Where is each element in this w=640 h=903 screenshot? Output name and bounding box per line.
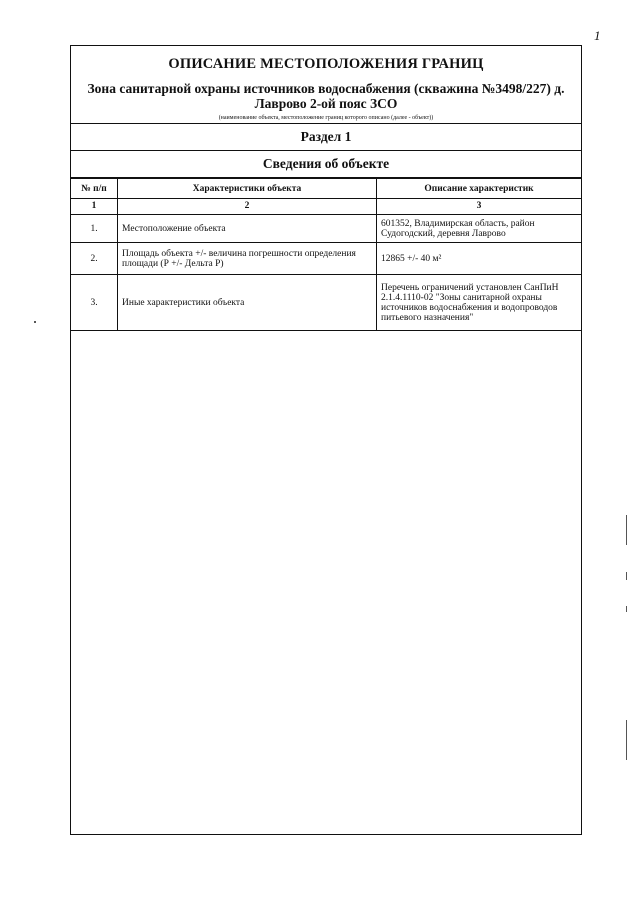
scan-dot	[34, 321, 36, 323]
scan-edge-mark	[626, 720, 627, 760]
column-header-description: Описание характеристик	[377, 179, 582, 199]
section-title: Раздел 1	[71, 124, 581, 151]
section-heading: Сведения об объекте	[71, 151, 581, 178]
column-number: 2	[118, 199, 377, 215]
column-header-number: № п/п	[71, 179, 118, 199]
row-number: 1.	[71, 215, 118, 243]
row-number: 3.	[71, 275, 118, 331]
document-title: ОПИСАНИЕ МЕСТОПОЛОЖЕНИЯ ГРАНИЦ	[168, 56, 484, 72]
column-number-row	[71, 199, 581, 215]
document-header	[71, 46, 581, 124]
row-description: 12865 +/- 40 м²	[377, 243, 582, 275]
row-characteristic: Местоположение объекта	[118, 215, 377, 243]
table-row	[71, 215, 581, 243]
scan-edge-mark	[626, 515, 627, 545]
object-name-caption: (наименование объекта, местоположение границ которого описано (далее - объект))	[218, 115, 434, 121]
page-number: 1	[594, 28, 601, 43]
object-properties-table	[71, 178, 581, 331]
object-name	[75, 81, 577, 111]
scan-edge-mark	[626, 572, 627, 580]
row-characteristic: Иные характеристики объекта	[118, 275, 377, 331]
scan-edge-mark	[626, 606, 627, 612]
table-header-row	[71, 179, 581, 199]
column-header-characteristic: Характеристики объекта	[118, 179, 377, 199]
row-characteristic: Площадь объекта +/- величина погрешности определения площади (Р +/- Дельта Р)	[118, 243, 377, 275]
row-description: 601352, Владимирская область, район Судогодский, деревня Лаврово	[377, 215, 582, 243]
row-number: 2.	[71, 243, 118, 275]
column-number: 1	[71, 199, 118, 215]
table-row	[71, 275, 581, 331]
object-name-line-2: Лаврово 2-ой пояс ЗСО	[254, 96, 398, 111]
document-frame	[70, 45, 582, 835]
column-number: 3	[377, 199, 582, 215]
row-description: Перечень ограничений установлен СанПиН 2.1.4.1110-02 "Зоны санитарной охраны источников водоснабжения и водопроводов питьевого назначения"	[377, 275, 582, 331]
table-row	[71, 243, 581, 275]
object-name-line-1: Зона санитарной охраны источников водоснабжения (скважина №3498/227) д.	[87, 81, 565, 96]
